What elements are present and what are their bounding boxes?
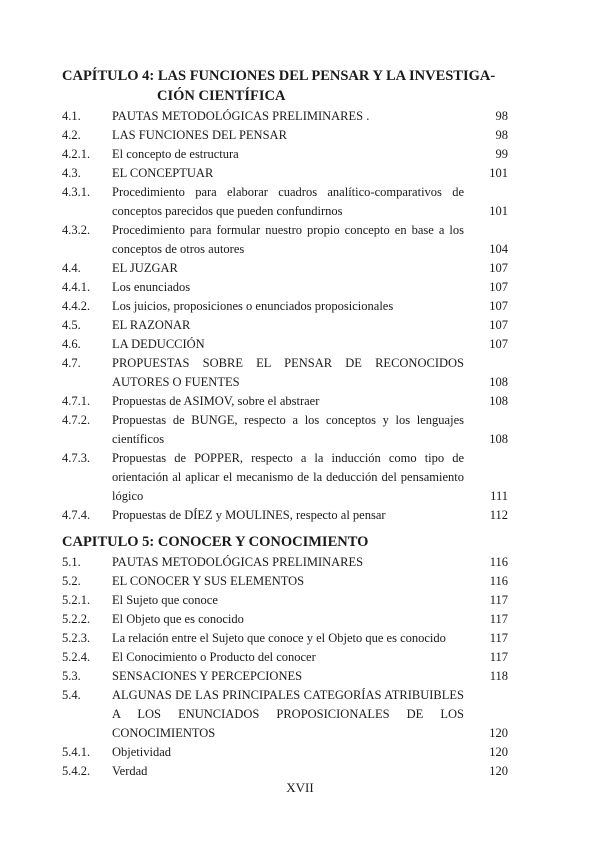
- toc-entry-page: 120: [489, 726, 508, 740]
- toc-entry: [62, 107, 508, 126]
- toc-entry-title: Objetividad: [112, 745, 172, 759]
- toc-entry-page: 104: [489, 242, 508, 256]
- toc-entry: [62, 164, 508, 183]
- toc-entry: [62, 335, 508, 354]
- toc-entry: [62, 553, 508, 572]
- toc-entry: [62, 762, 508, 781]
- chapter-title-line1: CAPÍTULO 4: LAS FUNCIONES DEL PENSAR Y LA INVESTIGA-: [62, 68, 496, 84]
- toc-entry-page: 108: [489, 432, 508, 446]
- toc-entry: [62, 183, 508, 221]
- toc-entry-page: 98: [495, 109, 508, 123]
- toc-entry-number: 5.2.1.: [62, 593, 91, 607]
- chapter-4-entries: [62, 107, 508, 525]
- toc-entry-page: 120: [489, 745, 508, 759]
- toc-entry-number: 4.7.4.: [62, 508, 91, 522]
- chapter-5-entries: [62, 553, 508, 781]
- toc-entry-number: 5.4.: [62, 688, 81, 702]
- toc-entry-page: 116: [489, 574, 508, 588]
- page-folio: XVII: [286, 780, 314, 795]
- toc-entry-page: 118: [489, 669, 508, 683]
- toc-entry-number: 4.2.1.: [62, 147, 91, 161]
- toc-entry-title: SENSACIONES Y PERCEPCIONES: [112, 669, 303, 683]
- toc-entry: [62, 411, 508, 449]
- toc-entry: [62, 648, 508, 667]
- toc-entry-title: El concepto de estructura: [112, 147, 239, 161]
- toc-entry-page: 111: [490, 489, 508, 503]
- toc-entry-page: 101: [489, 204, 508, 218]
- toc-entry-title: EL CONOCER Y SUS ELEMENTOS: [112, 574, 305, 588]
- chapter-title-line1: CAPITULO 5: CONOCER Y CONOCIMIENTO: [62, 534, 369, 550]
- toc-entry: [62, 221, 508, 259]
- toc-entry-page: 108: [489, 394, 508, 408]
- toc-entry-title: Propuestas de DÍEZ y MOULINES, respecto al pensar: [112, 508, 386, 522]
- toc-entry-title: Propuestas de POPPER, respecto a la inducción como tipo de orientación al aplicar el mecanismo de la deducción del pensamiento lógico: [112, 451, 464, 503]
- toc-entry-page: 107: [489, 261, 508, 275]
- toc-entry-title: LA DEDUCCIÓN: [112, 337, 205, 351]
- toc-entry-page: 117: [489, 650, 508, 664]
- toc-entry: [62, 572, 508, 591]
- toc-entry-title: LAS FUNCIONES DEL PENSAR: [112, 128, 287, 142]
- toc-entry-title: ALGUNAS DE LAS PRINCIPALES CATEGORÍAS ATRIBUIBLES A LOS ENUNCIADOS PROPOSICIONALES DE LOS CONOCIMIENTOS: [112, 688, 464, 740]
- toc-entry: [62, 354, 508, 392]
- toc-entry: [62, 629, 508, 648]
- toc-entry-number: 4.5.: [62, 318, 81, 332]
- toc-entry-title: Procedimiento para formular nuestro propio concepto en base a los conceptos de otros autores: [112, 223, 464, 256]
- toc-entry-number: 4.3.1.: [62, 185, 91, 199]
- toc-entry: [62, 392, 508, 411]
- toc-entry-number: 4.4.2.: [62, 299, 91, 313]
- toc-entry: [62, 449, 508, 506]
- toc-entry-page: 116: [489, 555, 508, 569]
- toc-entry-number: 4.3.2.: [62, 223, 91, 237]
- toc-entry-number: 4.7.1.: [62, 394, 91, 408]
- toc-entry-number: 4.1.: [62, 109, 81, 123]
- toc-entry-page: 107: [489, 337, 508, 351]
- toc-entry-number: 5.4.2.: [62, 764, 91, 778]
- toc-entry-number: 5.2.2.: [62, 612, 91, 626]
- toc-entry: [62, 297, 508, 316]
- chapter-title-line2: CIÓN CIENTÍFICA: [157, 88, 286, 104]
- toc-entry-number: 5.3.: [62, 669, 81, 683]
- toc-entry-page: 98: [495, 128, 508, 142]
- chapter-5-title: [62, 532, 542, 552]
- toc-entry: [62, 278, 508, 297]
- toc-entry-page: 101: [489, 166, 508, 180]
- toc-entry-page: 117: [489, 612, 508, 626]
- toc-entry-number: 4.6.: [62, 337, 81, 351]
- toc-entry-page: 107: [489, 299, 508, 313]
- toc-entry-number: 4.7.3.: [62, 451, 91, 465]
- toc-entry-title: EL JUZGAR: [112, 261, 178, 275]
- toc-entry: [62, 610, 508, 629]
- toc-entry-page: 120: [489, 764, 508, 778]
- toc-entry-number: 4.2.: [62, 128, 81, 142]
- toc-entry-title: El Conocimiento o Producto del conocer: [112, 650, 316, 664]
- toc-entry-title: Procedimiento para elaborar cuadros analítico-comparativos de conceptos parecidos que pueden confundirnos: [112, 185, 464, 218]
- toc-entry-number: 5.4.1.: [62, 745, 91, 759]
- toc-entry: [62, 743, 508, 762]
- toc-entry-page: 107: [489, 318, 508, 332]
- toc-entry-title: PAUTAS METODOLÓGICAS PRELIMINARES: [112, 555, 364, 569]
- toc-entry: [62, 145, 508, 164]
- toc-entry-number: 5.1.: [62, 555, 81, 569]
- toc-entry-number: 5.2.4.: [62, 650, 91, 664]
- toc-entry-page: 108: [489, 375, 508, 389]
- toc-entry: [62, 667, 508, 686]
- chapter-4-title: [62, 66, 542, 106]
- toc-entry: [62, 591, 508, 610]
- toc-entry-title: EL RAZONAR: [112, 318, 191, 332]
- toc-entry-page: 107: [489, 280, 508, 294]
- toc-entry-page: 117: [489, 593, 508, 607]
- toc-entry-number: 4.4.: [62, 261, 81, 275]
- toc-entry-title: Los enunciados: [112, 280, 191, 294]
- toc-entry-page: 117: [489, 631, 508, 645]
- toc-entry-title: El Objeto que es conocido: [112, 612, 244, 626]
- toc-entry-title: PROPUESTAS SOBRE EL PENSAR DE RECONOCIDOS AUTORES O FUENTES: [112, 356, 464, 389]
- toc-entry-number: 4.7.: [62, 356, 81, 370]
- toc-entry-number: 5.2.3.: [62, 631, 91, 645]
- toc-entry-page: 99: [495, 147, 508, 161]
- toc-entry-title: La relación entre el Sujeto que conoce y el Objeto que es conocido: [112, 631, 446, 645]
- toc-entry-number: 4.4.1.: [62, 280, 91, 294]
- toc-entry-title: EL CONCEPTUAR: [112, 166, 214, 180]
- toc-entry: [62, 259, 508, 278]
- toc-entry-title: Verdad: [112, 764, 148, 778]
- toc-entry-number: 4.3.: [62, 166, 81, 180]
- toc-entry-page: 112: [489, 508, 508, 522]
- toc-entry-title: Propuestas de ASIMOV, sobre el abstraer: [112, 394, 320, 408]
- toc-entry: [62, 506, 508, 525]
- toc-entry-title: PAUTAS METODOLÓGICAS PRELIMINARES .: [112, 109, 370, 123]
- toc-entry-title: Propuestas de BUNGE, respecto a los conceptos y los lenguajes científicos: [112, 413, 464, 446]
- toc-entry: [62, 686, 508, 743]
- toc-entry: [62, 316, 508, 335]
- toc-entry-title: Los juicios, proposiciones o enunciados proposicionales: [112, 299, 394, 313]
- toc-entry-number: 5.2.: [62, 574, 81, 588]
- toc-entry: [62, 126, 508, 145]
- toc-entry-title: El Sujeto que conoce: [112, 593, 218, 607]
- toc-entry-number: 4.7.2.: [62, 413, 91, 427]
